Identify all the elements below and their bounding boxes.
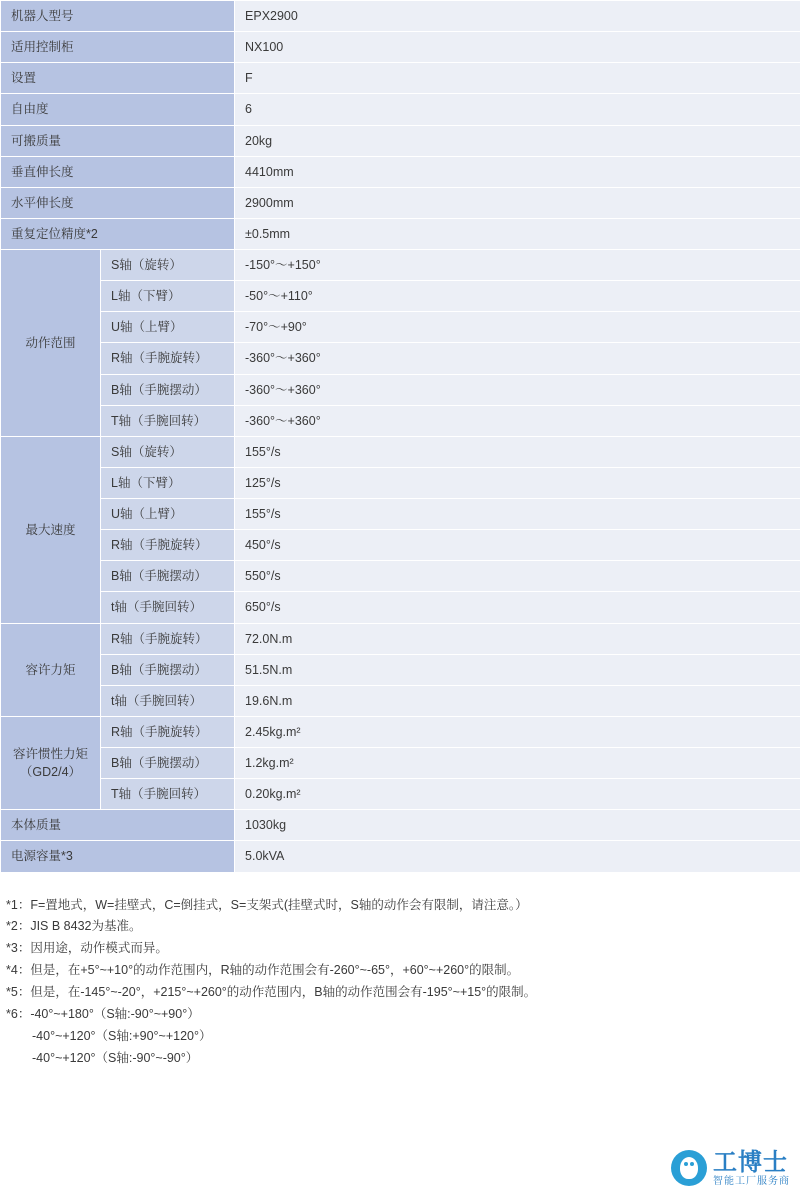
row-label: 机器人型号 — [1, 1, 235, 32]
row-sub-label: B轴（手腕摆动） — [101, 748, 235, 779]
row-sub-label: S轴（旋转） — [101, 250, 235, 281]
row-value: 155°/s — [235, 436, 800, 467]
row-value: -360°～+360° — [235, 374, 800, 405]
footnotes — [6, 895, 800, 1070]
table-row — [1, 841, 800, 872]
row-sub-label: B轴（手腕摆动） — [101, 561, 235, 592]
footnote-item: *4：但是，在+5°~+10°的动作范围内，R轴的动作范围会有-260°~-65°，+60°~+260°的限制。 — [6, 963, 520, 978]
row-label: 重复定位精度*2 — [1, 218, 235, 249]
table-row — [1, 436, 800, 467]
group-label: 动作范围 — [1, 250, 101, 437]
table-row — [1, 748, 800, 779]
row-value: ±0.5mm — [235, 218, 800, 249]
row-label: 自由度 — [1, 94, 235, 125]
table-row — [1, 499, 800, 530]
row-value: 6 — [235, 94, 800, 125]
row-value: -150°～+150° — [235, 250, 800, 281]
row-value: -50°～+110° — [235, 281, 800, 312]
row-sub-label: L轴（下臂） — [101, 467, 235, 498]
row-value: 1030kg — [235, 810, 800, 841]
footnote-item: -40°~+120°（S轴:+90°~+120°） — [32, 1028, 212, 1043]
row-sub-label: t轴（手腕回转） — [101, 685, 235, 716]
table-row — [1, 716, 800, 747]
row-value: 450°/s — [235, 530, 800, 561]
table-row — [1, 779, 800, 810]
table-row — [1, 685, 800, 716]
row-value: 72.0N.m — [235, 623, 800, 654]
row-value: 20kg — [235, 125, 800, 156]
row-sub-label: L轴（下臂） — [101, 281, 235, 312]
row-sub-label: S轴（旋转） — [101, 436, 235, 467]
row-sub-label: R轴（手腕旋转） — [101, 530, 235, 561]
row-value: 0.20kg.m² — [235, 779, 800, 810]
row-label: 适用控制柜 — [1, 32, 235, 63]
table-row — [1, 312, 800, 343]
row-value: 2.45kg.m² — [235, 716, 800, 747]
row-value: 2900mm — [235, 187, 800, 218]
table-row — [1, 654, 800, 685]
table-row — [1, 561, 800, 592]
row-sub-label: U轴（上臂） — [101, 312, 235, 343]
row-value: 51.5N.m — [235, 654, 800, 685]
site-logo — [671, 1150, 790, 1187]
table-row — [1, 250, 800, 281]
row-label: 设置 — [1, 63, 235, 94]
row-label: 可搬质量 — [1, 125, 235, 156]
row-label: 垂直伸长度 — [1, 156, 235, 187]
row-value: 125°/s — [235, 467, 800, 498]
row-value: 4410mm — [235, 156, 800, 187]
table-row — [1, 63, 800, 94]
logo-sub-text: 智能工厂服务商 — [713, 1176, 790, 1187]
table-row — [1, 187, 800, 218]
spec-table-body — [1, 1, 800, 873]
table-row — [1, 374, 800, 405]
row-sub-label: B轴（手腕摆动） — [101, 654, 235, 685]
row-value: 550°/s — [235, 561, 800, 592]
row-value: EPX2900 — [235, 1, 800, 32]
table-row — [1, 623, 800, 654]
row-sub-label: B轴（手腕摆动） — [101, 374, 235, 405]
row-value: 5.0kVA — [235, 841, 800, 872]
row-value: NX100 — [235, 32, 800, 63]
row-sub-label: R轴（手腕旋转） — [101, 716, 235, 747]
group-label: 最大速度 — [1, 436, 101, 623]
table-row — [1, 32, 800, 63]
row-value: 650°/s — [235, 592, 800, 623]
row-label: 电源容量*3 — [1, 841, 235, 872]
row-sub-label: R轴（手腕旋转） — [101, 623, 235, 654]
table-row — [1, 343, 800, 374]
footnote-item: -40°~+120°（S轴:-90°~-90°） — [32, 1050, 199, 1065]
table-row — [1, 218, 800, 249]
logo-main-text: 工博士 — [713, 1148, 788, 1176]
table-row — [1, 530, 800, 561]
footnote-item: *1：F=置地式，W=挂壁式，C=倒挂式，S=支架式(挂壁式时，S轴的动作会有限制，请注意。） — [6, 897, 528, 912]
row-label: 本体质量 — [1, 810, 235, 841]
robot-face-icon — [671, 1150, 707, 1186]
footnote-item: *5：但是，在-145°~-20°，+215°~+260°的动作范围内，B轴的动作范围会有-195°~+15°的限制。 — [6, 985, 537, 999]
table-row — [1, 810, 800, 841]
group-label: 容许力矩 — [1, 623, 101, 716]
row-value: -70°～+90° — [235, 312, 800, 343]
group-label: 容许惯性力矩（GD2/4） — [1, 716, 101, 809]
table-row — [1, 156, 800, 187]
logo-text — [713, 1150, 790, 1187]
table-row — [1, 125, 800, 156]
row-sub-label: T轴（手腕回转） — [101, 779, 235, 810]
row-value: F — [235, 63, 800, 94]
table-row — [1, 94, 800, 125]
row-value: -360°～+360° — [235, 343, 800, 374]
table-row — [1, 1, 800, 32]
row-sub-label: t轴（手腕回转） — [101, 592, 235, 623]
table-row — [1, 592, 800, 623]
footnote-item: *3：因用途，动作模式而异。 — [6, 941, 168, 956]
footnote-item: *6：-40°~+180°（S轴:-90°~+90°） — [6, 1006, 200, 1021]
footnote-item: *2：JIS B 8432为基准。 — [6, 919, 142, 934]
row-value: 19.6N.m — [235, 685, 800, 716]
table-row — [1, 281, 800, 312]
row-sub-label: R轴（手腕旋转） — [101, 343, 235, 374]
table-row — [1, 467, 800, 498]
row-value: -360°～+360° — [235, 405, 800, 436]
table-row — [1, 405, 800, 436]
row-sub-label: U轴（上臂） — [101, 499, 235, 530]
row-sub-label: T轴（手腕回转） — [101, 405, 235, 436]
row-value: 1.2kg.m² — [235, 748, 800, 779]
row-value: 155°/s — [235, 499, 800, 530]
row-label: 水平伸长度 — [1, 187, 235, 218]
